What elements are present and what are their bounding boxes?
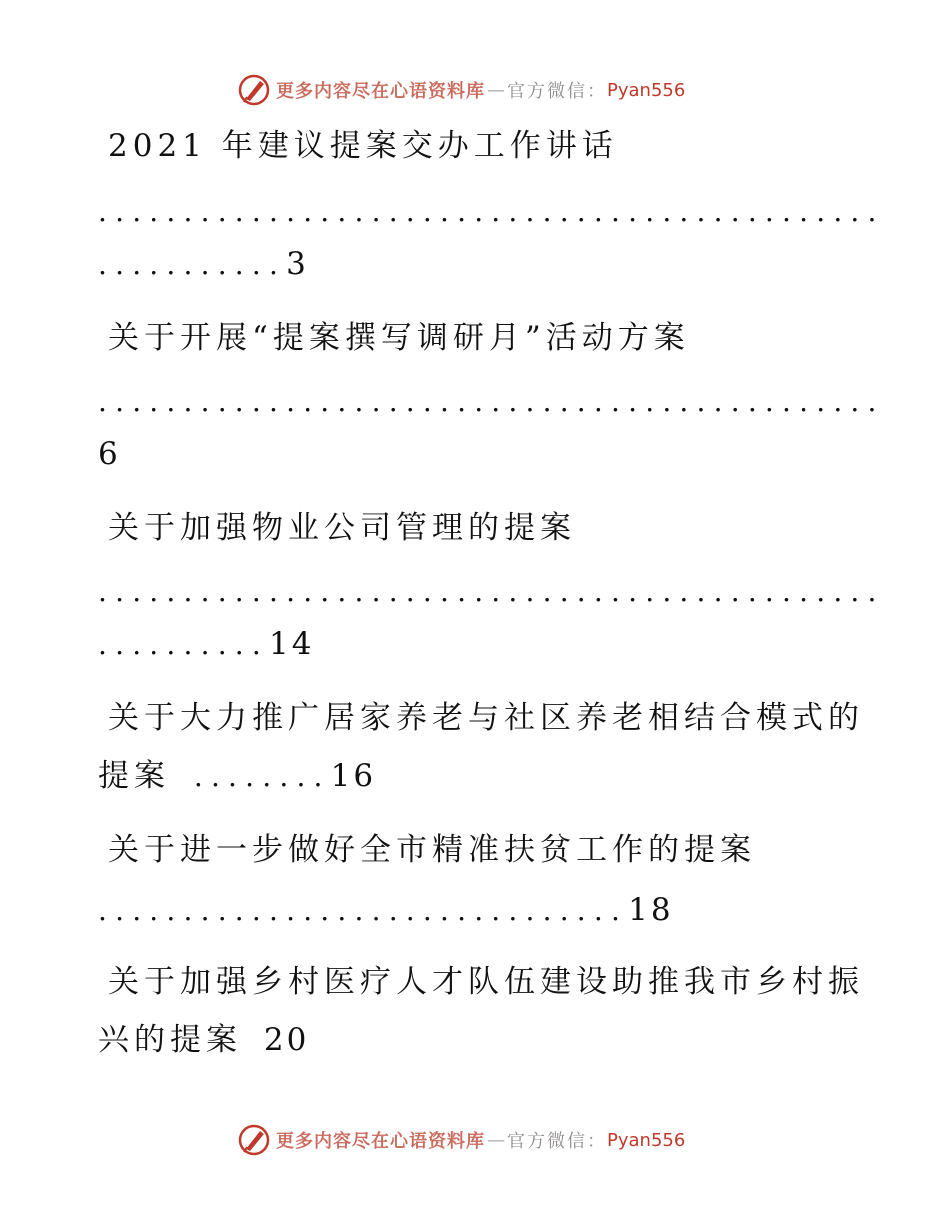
toc-entry-page-line (98, 1020, 309, 1060)
toc-entry-title[interactable]: 关于开展“提案撰写调研月”活动方案 (108, 320, 690, 356)
quill-pen-logo-icon (236, 72, 272, 108)
watermark-text: 更多内容尽在心语资料库 (276, 1131, 485, 1152)
toc-entry-leader: .............................................. (98, 575, 885, 608)
toc-entry-leader: .............................................. (98, 195, 885, 228)
quill-pen-logo-icon (236, 1122, 272, 1158)
toc-entry-page-number[interactable]: 6 (98, 436, 121, 472)
footer-watermark (236, 1120, 685, 1160)
toc-entry-title[interactable]: 关于加强乡村医疗人才队伍建设助推我市乡村振 (108, 964, 864, 1000)
watermark-text: 更多内容尽在心语资料库 (276, 81, 485, 102)
toc-entry-leader: ........... (98, 248, 287, 281)
toc-entry-title-continued[interactable]: 兴的提案 (98, 1022, 242, 1058)
toc-entry-page-number[interactable]: 14 (269, 626, 315, 662)
toc-entry-title[interactable]: 关于进一步做好全市精准扶贫工作的提案 (108, 832, 756, 868)
toc-entry-page-number[interactable]: 18 (628, 892, 674, 928)
toc-entry-title[interactable]: 关于大力推广居家养老与社区养老相结合模式的 (108, 700, 864, 736)
toc-entry-page-number[interactable]: 20 (263, 1022, 310, 1058)
watermark-dash: — (487, 79, 505, 101)
watermark-wechat-id: Pyan556 (607, 79, 686, 101)
watermark-wechat-label: 官方微信： (507, 1131, 607, 1152)
toc-entry-page-line (98, 624, 314, 664)
header-watermark (236, 70, 685, 110)
toc-entry-page-line (98, 244, 309, 284)
toc-entry-page-line (98, 890, 674, 930)
toc-entry-title-continued[interactable]: 提案 (98, 758, 170, 794)
toc-entry-leader: .......... (98, 628, 270, 661)
toc-entry-leader: ............................... (98, 894, 629, 927)
toc-entry-leader: ........ (193, 760, 331, 793)
toc-entry-title[interactable]: 关于加强物业公司管理的提案 (108, 510, 576, 546)
toc-entry-page-line (98, 756, 376, 796)
watermark-dash: — (487, 1129, 505, 1151)
toc-entry-page-number[interactable]: 16 (330, 758, 377, 794)
toc-entry-page-number[interactable]: 3 (286, 246, 309, 282)
watermark-wechat-id: Pyan556 (607, 1129, 686, 1151)
toc-entry-leader: .............................................. (98, 385, 885, 418)
watermark-wechat-label: 官方微信： (507, 81, 607, 102)
toc-entry-title[interactable]: 2021 年建议提案交办工作讲话 (108, 128, 618, 164)
